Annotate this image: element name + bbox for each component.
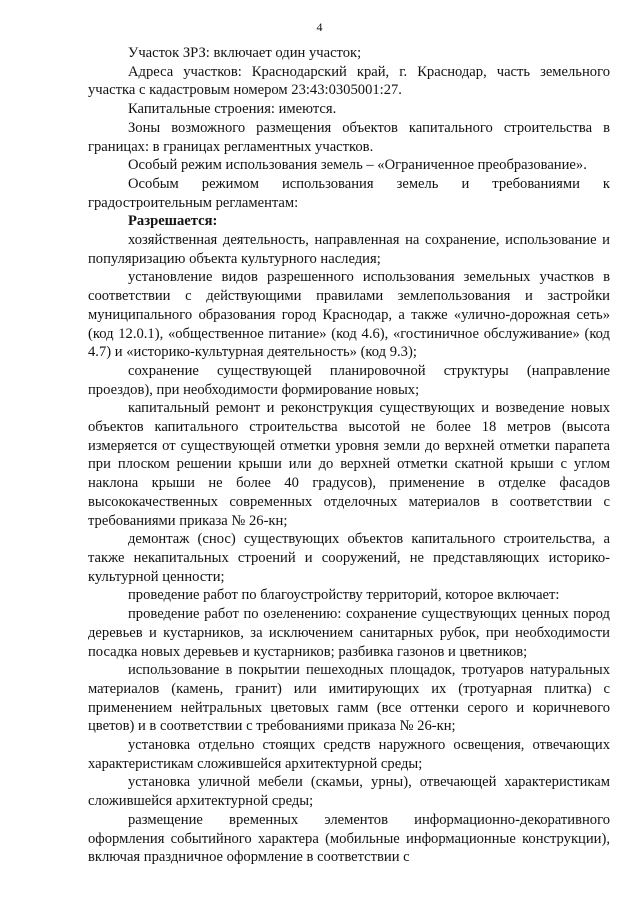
paragraph: размещение временных элементов информационно-декоративного оформления событийного характера (мобильные информационные конструкции), включая праздничное оформление в соответствии с bbox=[88, 811, 610, 866]
paragraph: использование в покрытии пешеходных площадок, тротуаров натуральных материалов (камень, гранит) или имитирующих их (тротуарная плитка) с применением нейтральных цветовых гамм (все оттенки серого и коричневого цветов) и в соответствии с требованиями приказа № 26-кн; bbox=[88, 662, 610, 735]
paragraph: Капитальные строения: имеются. bbox=[128, 101, 337, 118]
paragraph: Участок ЗРЗ: включает один участок; bbox=[128, 45, 362, 61]
page-number: 4 bbox=[316, 20, 323, 34]
document-body bbox=[88, 44, 610, 867]
paragraph: проведение работ по озеленению: сохранение существующих ценных пород деревьев и кустарников, за исключением санитарных рубок, при необходимости посадка новых деревьев и кустарников; разбивка газонов и цветников; bbox=[88, 606, 610, 660]
section-heading: Разрешается: bbox=[128, 213, 218, 230]
paragraph: хозяйственная деятельность, направленная на сохранение, использование и популяризацию объекта культурного наследия; bbox=[88, 232, 610, 267]
paragraph: установление видов разрешенного использования земельных участков в соответствии с действующими правилами землепользования и застройки муниципального образования город Краснодар, а также «улично-дорожная сеть» (код 12.0.1), «общественное питание» (код 4.6), «гостиничное обслуживание» (код 4.7) и «историко-культурная деятельность» (код 9.3); bbox=[88, 269, 610, 361]
paragraph: установка отдельно стоящих средств наружного освещения, отвечающих характеристикам сложившейся архитектурной среды; bbox=[88, 737, 610, 772]
paragraph: Особым режимом использования земель и требованиями к градостроительным регламентам: bbox=[88, 175, 610, 211]
paragraph: проведение работ по благоустройству территорий, которое включает: bbox=[128, 587, 560, 604]
paragraph: Адреса участков: Краснодарский край, г. Краснодар, часть земельного участка с кадастровым номером 23:43:0305001:27. bbox=[88, 63, 610, 99]
paragraph: сохранение существующей планировочной структуры (направление проездов), при необходимости формирование новых; bbox=[88, 362, 610, 398]
paragraph: демонтаж (снос) существующих объектов капитального строительства, а также некапитальных строений и сооружений, не представляющих историко-культурной ценности; bbox=[88, 531, 610, 585]
paragraph: установка уличной мебели (скамьи, урны), отвечающей характеристикам сложившейся архитектурной среды; bbox=[88, 774, 610, 810]
paragraph: капитальный ремонт и реконструкция существующих и возведение новых объектов капитального строительства высотой не более 18 метров (высота измеряется от существующей отметки уровня земли до верхней отметки парапета при плоском решении крыши или до верхней отметки скатной крыши с углом наклона крыши не более 40 градусов), применение в отделке фасадов высококачественных современных отделочных материалов в соответствии с требованиями приказа № 26-кн; bbox=[88, 400, 610, 529]
paragraph: Особый режим использования земель – «Ограниченное преобразование». bbox=[128, 157, 587, 174]
paragraph: Зоны возможного размещения объектов капитального строительства в границах: в границах регламентных участков. bbox=[88, 119, 610, 155]
